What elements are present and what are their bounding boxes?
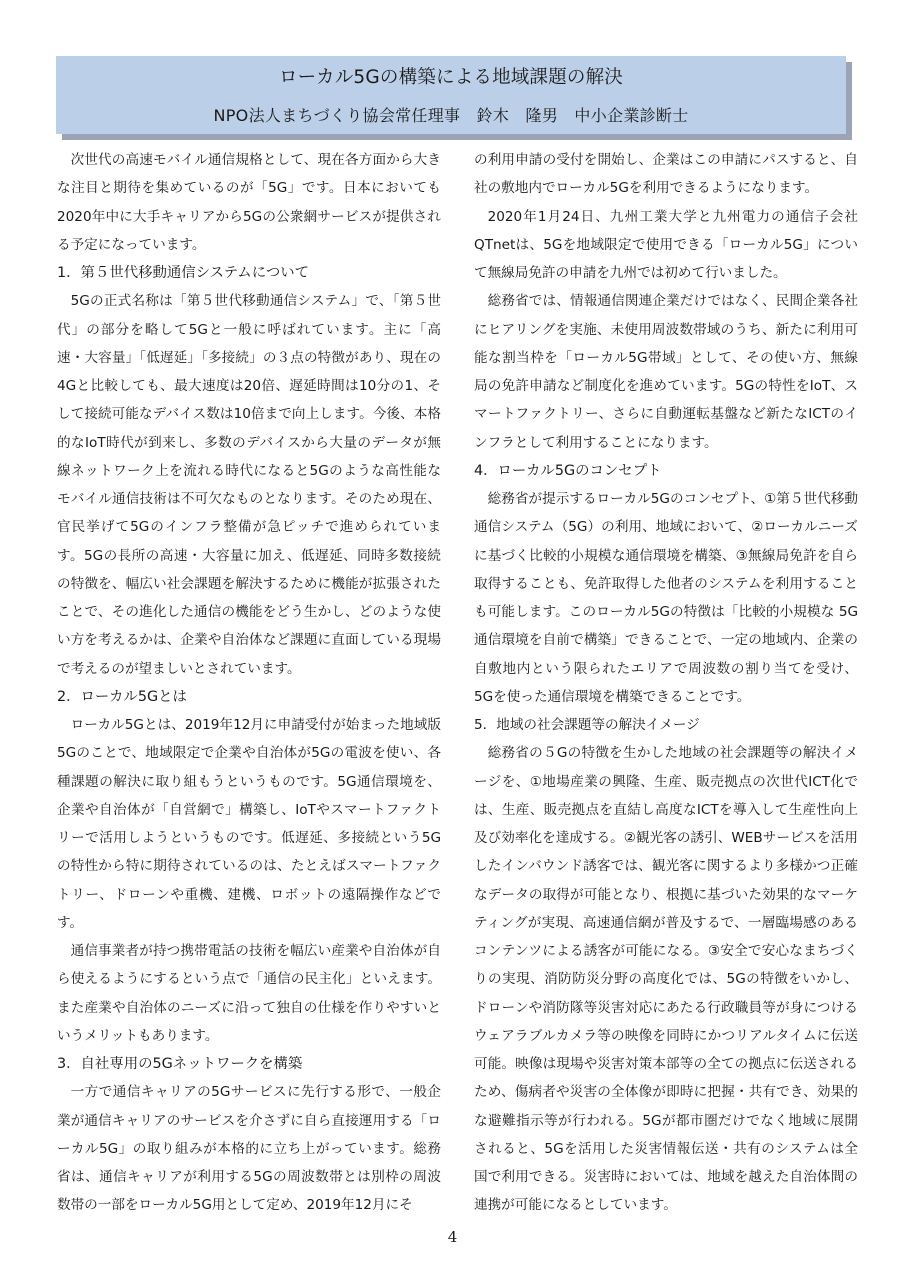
- section-5-paragraph: 総務省の５Gの特徴を生かした地域の社会課題等の解決イメージを、①地場産業の興隆、生産、販売拠点の次世代ICT化では、生産、販売拠点を直結し高度なICTを導入して生産性向上及び効率化を達成する。②観光客の誘引、WEBサービスを活用したインバウンド誘客では、観光客に関するより多様かつ正確なデータの取得が可能となり、根拠に基づいた効果的なマーケティングが実現、高速通信網が普及するで、一層臨場感のあるコンテンツによる誘客が可能になる。③安全で安心なまちづくりの実現、消防防災分野の高度化では、5Gの特徴をいかし、ドローンや消防隊等災害対応にあたる行政職員等が身につけるウェアラブルカメラ等の映像を同時にかつリアルタイムに伝送可能。映像は現場や災害対策本部等の全ての拠点に伝送されるため、傷病者や災害の全体像が即時に把握・共有でき、効果的な避難指示等が行われる。5Gが都市圏だけでなく地域に展開されると、5Gを活用した災害情報伝送・共有のシステムは全国で利用できる。災害時においては、地域を越えた自治体間の連携が可能になるとしています。: [474, 745, 858, 1214]
- section-3-paragraph-2: 2020年1月24日、九州工業大学と九州電力の通信子会社QTnetは、5Gを地域限定で使用できる「ローカル5G」について無線局免許の申請を九州では初めて行いました。: [474, 208, 858, 281]
- section-3-paragraph-1: 一方で通信キャリアの5Gサービスに先行する形で、一般企業が通信キャリアのサービスを介さずに自ら直接運用する「ローカル5G」の取り組みが本格的に立ち上がっています。総務省は、通信キャリアが利用する5Gの周波数帯とは別枠の周波数帯の一部をローカル5G用として定め、2019年12月にそ: [57, 1084, 441, 1214]
- article-title: ローカル5Gの構築による地域課題の解決: [278, 67, 624, 88]
- section-2-paragraph-2: 通信事業者が持つ携帯電話の技術を幅広い産業や自治体が自ら使えるようにするという点で「通信の民主化」といえます。また産業や自治体のニーズに沿って独自の仕様を作りやすいというメリットもあります。: [57, 943, 441, 1044]
- section-2-paragraph-1: ローカル5Gとは、2019年12月に申請受付が始まった地域版5Gのことで、地域限定で企業や自治体が5Gの電波を使い、各種課題の解決に取り組もうというものです。5G通信環境を、企業や自治体が「自営網で」構築し、IoTやスマートファクトリーで活用しようというものです。低遅延、多接続という5Gの特性から特に期待されているのは、たとえばスマートファクトリー、ドローンや重機、建機、ロボットの遠隔操作などです。: [57, 717, 441, 931]
- section-4-paragraph: 総務省が提示するローカル5Gのコンセプト、①第５世代移動通信システム（5G）の利用、地域において、②ローカルニーズに基づく比較的小規模な通信環境を構築、③無線局免許を自ら取得することも、免許取得した他者のシステムを利用することも可能します。このローカル5Gの特徴は「比較的小規模な 5G 通信環境を自前で構築」できることで、一定の地域内、企業の自敷地内という限られたエリアで周波数の割り当てを受け、5Gを使った通信環境を構築できることです。: [474, 491, 858, 705]
- right-column: [474, 146, 858, 1220]
- section-5-heading: 5．地域の社会課題等の解決イメージ: [474, 717, 700, 733]
- section-1-heading: 1．第５世代移動通信システムについて: [57, 265, 310, 281]
- page-number: 4: [447, 1228, 458, 1246]
- section-3-heading: 3．自社専用の5Gネットワークを構築: [57, 1056, 303, 1072]
- left-column: [57, 146, 441, 1220]
- section-4-heading: 4．ローカル5Gのコンセプト: [474, 462, 662, 479]
- section-3-paragraph-3: 総務省では、情報通信関連企業だけではなく、民間企業各社にヒアリングを実施、未使用周波数帯域のうち、新たに利用可能な割当枠を「ローカル5G帯域」として、その使い方、無線局の免許申請など制度化を進めています。5Gの特性をIoT、スマートファクトリー、さらに自動運転基盤など新たなICTのインフラとして利用することになります。: [474, 293, 858, 451]
- section-1-paragraph: 5Gの正式名称は「第５世代移動通信システム」で、「第５世代」の部分を略して5Gと一般に呼ばれています。主に「高速・大容量」「低遅延」「多接続」の３点の特徴があり、現在の4Gと比較しても、最大速度は20倍、遅延時間は10分の1、そして接続可能なデバイス数は10倍まで向上します。今後、本格的なIoT時代が到来し、多数のデバイスから大量のデータが無線ネットワーク上を流れる時代になると5Gのような高性能なモバイル通信技術は不可欠なものとなります。そのため現在、官民挙げて5Gのインフラ整備が急ピッチで進められています。5Gの長所の高速・大容量に加え、低遅延、同時多数接続の特徴を、幅広い社会課題を解決するために機能が拡張されたことで、その進化した通信の機能をどう生かし、どのような使い方を考えるかは、企業や自治体など課題に直面している現場で考えるのが望ましいとされています。: [57, 293, 441, 677]
- section-2-heading: 2．ローカル5Gとは: [57, 688, 187, 705]
- article-header: [56, 56, 846, 134]
- intro-paragraph: 次世代の高速モバイル通信規格として、現在各方面から大きな注目と期待を集めているのが「5G」です。日本においても2020年中に大手キャリアから5Gの公衆網サービスが提供される予定になっています。: [57, 152, 441, 253]
- author-line: NPO法人まちづくり協会常任理事 鈴木 隆男 中小企業診断士: [213, 106, 689, 125]
- section-3-paragraph-1-continued: の利用申請の受付を開始し、企業はこの申請にパスすると、自社の敷地内でローカル5Gを利用できるようになります。: [474, 152, 858, 197]
